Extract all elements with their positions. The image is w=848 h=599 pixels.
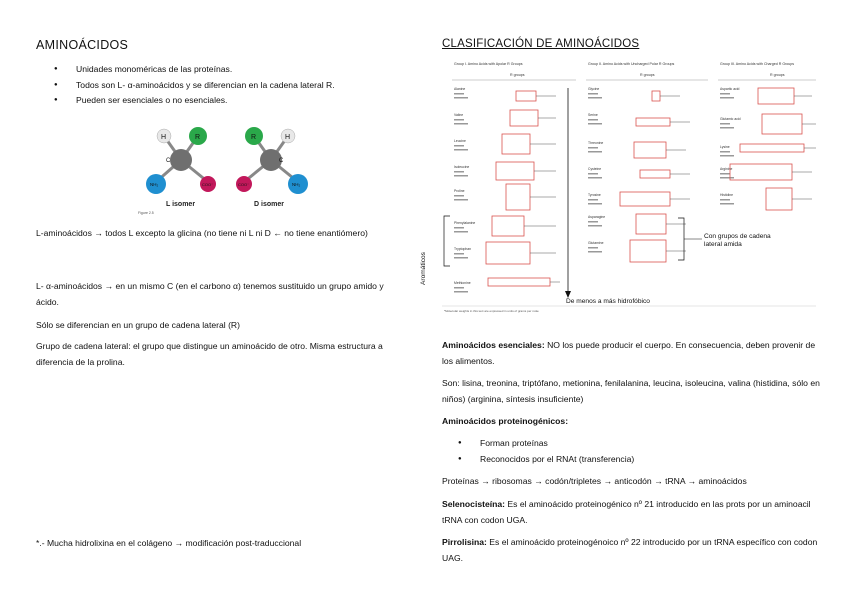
atom-c-label-d: C	[279, 158, 284, 164]
essential-aminoacids-paragraph	[442, 338, 822, 369]
g1-name-7: Tryptophan	[454, 247, 472, 251]
g2-name-6: Asparagine	[588, 215, 606, 219]
alpha-aminoacids-paragraph: L- α-aminoácidos → en un mismo C (en el carbono α) tenemos sustituido un grupo amido y ácido.	[36, 281, 384, 307]
side-chain-paragraph: Sólo se diferencian en un grupo de cadena lateral (R)	[36, 320, 240, 330]
essential-label: Aminoácidos esenciales:	[442, 340, 545, 350]
atom-c-label: C	[166, 158, 171, 164]
g3-name-1: Aspartic acid	[720, 87, 740, 91]
g1-name-6: Phenylalanine	[454, 221, 476, 225]
left-title: AMINOÁCIDOS	[36, 38, 129, 52]
g2-name-3: Threonine	[588, 141, 604, 145]
r-groups-header-2: R groups	[640, 73, 655, 77]
group2-header: Group II. Amino Acids with Uncharged Polar R Groups	[588, 62, 675, 66]
group3-header: Group III. Amino Acids with Charged R Groups	[720, 62, 795, 66]
hydrophobicity-annotation: De menos a más hidrofóbico	[566, 298, 650, 305]
g1-name-5: Proline	[454, 189, 465, 193]
g3-name-5: Histidine	[720, 193, 734, 197]
d-isomer-label: D isomer	[254, 201, 284, 208]
proteinogenic-bullet-1: ● Forman proteínas	[458, 436, 634, 452]
isomer-figure	[136, 120, 316, 220]
atom-nh-label-d: NH₂	[292, 182, 301, 187]
intro-bullet-list	[54, 62, 335, 109]
proteinogenic-label: Aminoácidos proteinogénicos:	[442, 416, 569, 426]
atom-h-label-d: H	[285, 134, 291, 141]
selenocysteine-paragraph	[442, 497, 822, 528]
table-footnote: *Molecular weights in this text are expressed in units of grams per mole	[444, 309, 539, 313]
group1-header: Group I. Amino Acids with Apolar R Groups	[454, 62, 523, 66]
g2-name-7: Glutamine	[588, 241, 604, 245]
atom-nh-label: NH₂	[150, 182, 159, 187]
intro-bullet-2: ● Todos son L- α-aminoácidos y se diferencian en la cadena lateral R.	[54, 78, 335, 94]
g1-name-4: Isoleucine	[454, 165, 470, 169]
figure-caption: Figure 2.5	[138, 211, 154, 215]
l-isomer-model	[146, 127, 216, 208]
aromatic-annotation: Aromáticos	[420, 252, 427, 285]
g1-name-8: Methionine	[454, 281, 471, 285]
proteinogenic-bullet-2: ● Reconocidos por el RNAt (transferencia)	[458, 452, 634, 468]
g2-name-1: Glycine	[588, 87, 600, 91]
proteinogenic-heading	[442, 414, 822, 430]
pyrrolysine-label: Pirrolisina:	[442, 537, 487, 547]
selenocysteine-label: Selenocisteína:	[442, 499, 506, 509]
pyrrolysine-text: Es el aminoácido proteinogénoico nº 22 introducido por un tRNA específico con codon UAG.	[442, 537, 818, 563]
hydroxylysine-footnote: *.- Mucha hidrolixina en el colágeno → modificación post-traduccional	[36, 538, 302, 548]
essential-list-paragraph: Son: lisina, treonina, triptófano, metionina, fenilalanina, leucina, isoleucina, valina (histidina, sólo en niños) (arginina, síntesis insuficiente)	[442, 378, 820, 404]
pyrrolysine-paragraph	[442, 535, 822, 566]
essential-text: NO los puede producir el cuerpo. En consecuencia, deben provenir de los alimentos.	[442, 340, 816, 366]
g1-name-1: Alanine	[454, 87, 466, 91]
proteinogenic-bullet-list	[458, 436, 634, 467]
r-groups-header-1: R groups	[510, 73, 525, 77]
l-isomer-label: L isomer	[166, 201, 196, 208]
d-isomer-model	[236, 127, 308, 208]
translation-flow-paragraph: Proteínas → ribosomas → codón/tripletes → anticodón → tRNA → aminoácidos	[442, 476, 747, 486]
right-title: CLASIFICACIÓN DE AMINOÁCIDOS	[442, 38, 640, 50]
g2-name-2: Serine	[588, 113, 598, 117]
g2-name-5: Tyrosine	[588, 193, 601, 197]
amide-group-annotation: Con grupos de cadena lateral amida	[704, 233, 771, 248]
atom-coo-label: COO⁻	[202, 182, 214, 187]
g3-name-4: Arginine	[720, 167, 733, 171]
g2-name-4: Cysteine	[588, 167, 602, 171]
atom-r-label-d: R	[251, 134, 257, 141]
g3-name-2: Glutamic acid	[720, 117, 741, 121]
atom-r-label: R	[195, 134, 201, 141]
g1-name-2: Valine	[454, 113, 464, 117]
side-chain-definition-paragraph: Grupo de cadena lateral: el grupo que distingue un aminoácido de otro. Misma estructura a diferencia de la prolina.	[36, 341, 383, 367]
l-aminoacids-paragraph: L-aminoácidos → todos L excepto la glicina (no tiene ni L ni D ← no tiene enantiómero)	[36, 228, 368, 238]
intro-bullet-1: ● Unidades monoméricas de las proteínas.	[54, 62, 335, 78]
atom-coo-label-d: COO⁻	[238, 182, 250, 187]
g1-name-3: Leucine	[454, 139, 466, 143]
g3-name-3: Lysine	[720, 145, 730, 149]
atom-h-label: H	[161, 134, 167, 141]
r-groups-header-3: R groups	[770, 73, 785, 77]
amino-acid-classification-table	[440, 58, 820, 318]
selenocysteine-text: Es el aminoácido proteinogénico nº 21 introducido en las prots por un aminoacil tRNA con codon UGA.	[442, 499, 811, 525]
intro-bullet-3: ● Pueden ser esenciales o no esenciales.	[54, 93, 335, 109]
